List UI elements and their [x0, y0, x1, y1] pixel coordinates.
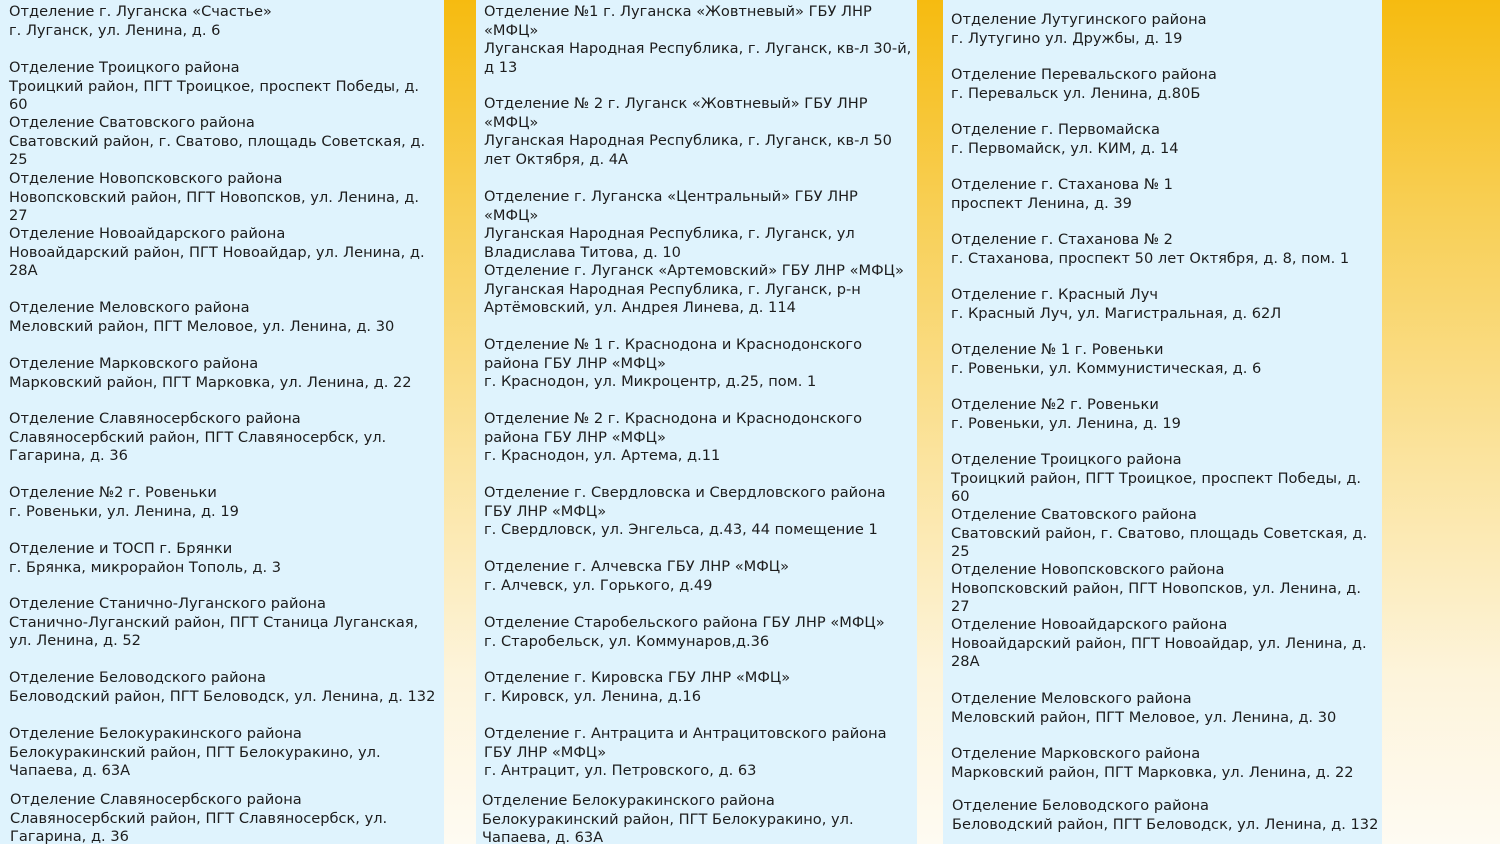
branch-entry — [484, 410, 914, 466]
branch-entry — [9, 59, 441, 115]
branch-name: Отделение Новопсковского района — [9, 170, 283, 187]
branch-address: Славяносербский район, ПГТ Славяносербск, ул. Гагарина, д. 36 — [10, 809, 388, 844]
branch-name: Отделение Троицкого района — [951, 451, 1182, 468]
branch-name: Отделение Меловского района — [9, 299, 250, 316]
branch-entry — [951, 121, 1379, 158]
branch-entry — [484, 95, 914, 169]
branch-address: Новоайдарский район, ПГТ Новоайдар, ул. Ленина, д. 28А — [9, 243, 425, 279]
branch-name: Отделение Белокуракинского района — [482, 792, 775, 809]
branch-address: г. Брянка, микрорайон Тополь, д. 3 — [9, 558, 282, 576]
branch-entry — [9, 484, 441, 521]
branch-name: Отделение Меловского района — [951, 690, 1192, 707]
branch-entry — [951, 11, 1379, 48]
branch-address: Луганская Народная Республика, г. Луганск, кв-л 50 лет Октября, д. 4А — [484, 132, 892, 168]
branch-name: Отделение №2 г. Ровеньки — [951, 396, 1159, 413]
branch-address: г. Антрацит, ул. Петровского, д. 63 — [484, 762, 757, 779]
branch-entry — [951, 616, 1379, 672]
branch-address: г. Ровеньки, ул. Коммунистическая, д. 6 — [951, 359, 1262, 377]
branch-address: г. Краснодон, ул. Артема, д.11 — [484, 447, 721, 464]
branch-address: Сватовский район, г. Сватово, площадь Советская, д. 25 — [951, 524, 1368, 560]
branch-name: Отделение Старобельского района ГБУ ЛНР «МФЦ» — [484, 614, 885, 631]
branch-entry — [951, 396, 1379, 433]
branch-address: г. Алчевск, ул. Горького, д.49 — [484, 576, 713, 594]
branch-name: Отделение г. Стаханова № 2 — [951, 231, 1173, 248]
branch-name: Отделение Беловодского района — [952, 797, 1209, 814]
branch-address: г. Старобельск, ул. Коммунаров,д.36 — [484, 632, 770, 650]
branch-entry — [951, 745, 1379, 782]
branch-list-column-3 — [943, 0, 1382, 844]
branch-entry — [484, 484, 914, 540]
branch-address: Сватовский район, г. Сватово, площадь Советская, д. 25 — [9, 132, 426, 168]
branch-entry — [951, 286, 1379, 323]
branch-entry — [9, 170, 441, 226]
branch-address: Беловодский район, ПГТ Беловодск, ул. Ленина, д. 132 — [9, 687, 436, 705]
branch-entry — [482, 792, 912, 844]
branch-address: г. Стаханова, проспект 50 лет Октября, д. 8, пом. 1 — [951, 249, 1350, 267]
branch-address: г. Перевальск ул. Ленина, д.80Б — [951, 84, 1201, 102]
branch-entry — [952, 797, 1380, 834]
branch-entry — [484, 188, 914, 262]
branch-name: Отделение Лутугинского района — [951, 11, 1207, 28]
branch-name: Отделение Новоайдарского района — [951, 616, 1228, 633]
branch-address: г. Краснодон, ул. Микроцентр, д.25, пом. 1 — [484, 373, 817, 390]
branch-address: г. Свердловск, ул. Энгельса, д.43, 44 помещение 1 — [484, 521, 878, 538]
branch-address: Славяносербский район, ПГТ Славяносербск, ул. Гагарина, д. 36 — [9, 428, 387, 464]
branch-entry — [951, 231, 1379, 268]
branch-address: Станично-Луганский район, ПГТ Станица Луганская, ул. Ленина, д. 52 — [9, 613, 419, 649]
branch-entry — [951, 66, 1379, 103]
branch-name: Отделение г. Луганска «Счастье» — [9, 3, 272, 20]
branch-address: г. Первомайск, ул. КИМ, д. 14 — [951, 139, 1179, 157]
branch-name: Отделение Сватовского района — [951, 506, 1197, 523]
branch-name: Отделение Перевальского района — [951, 66, 1217, 83]
branch-entry — [484, 336, 914, 392]
branch-name: Отделение Беловодского района — [9, 669, 266, 686]
branch-entry — [9, 540, 441, 577]
branch-name: Отделение г. Стаханова № 1 — [951, 176, 1173, 193]
branch-entry — [484, 725, 914, 781]
branch-name: Отделение № 2 г. Краснодона и Краснодонского района ГБУ ЛНР «МФЦ» — [484, 410, 863, 446]
branch-entry — [484, 614, 914, 651]
branch-address: г. Красный Луч, ул. Магистральная, д. 62Л — [951, 304, 1282, 322]
branch-address: г. Ровеньки, ул. Ленина, д. 19 — [951, 414, 1181, 432]
branch-address: Меловский район, ПГТ Меловое, ул. Ленина, д. 30 — [951, 708, 1337, 726]
branch-entry — [9, 410, 441, 466]
branch-address: Троицкий район, ПГТ Троицкое, проспект Победы, д. 60 — [951, 469, 1362, 505]
branch-entry — [9, 3, 441, 40]
branch-entry — [484, 558, 914, 595]
branch-address: Новопсковский район, ПГТ Новопсков, ул. Ленина, д. 27 — [951, 579, 1361, 615]
branch-address: г. Лутугино ул. Дружбы, д. 19 — [951, 29, 1183, 47]
branch-name: Отделение г. Алчевска ГБУ ЛНР «МФЦ» — [484, 558, 790, 575]
branch-list-column-1 — [0, 0, 444, 844]
branch-entry — [484, 669, 914, 706]
branch-entry — [9, 595, 441, 651]
branch-name: Отделение №2 г. Ровеньки — [9, 484, 217, 501]
branch-address: Троицкий район, ПГТ Троицкое, проспект Победы, д. 60 — [9, 77, 420, 113]
branch-name: Отделение Сватовского района — [9, 114, 255, 131]
branch-name: Отделение № 2 г. Луганск «Жовтневый» ГБУ ЛНР «МФЦ» — [484, 95, 868, 131]
branch-entry — [9, 725, 441, 781]
branch-address: Луганская Народная Республика, г. Луганск, р-н Артёмовский, ул. Андрея Линева, д. 114 — [484, 280, 861, 316]
branch-address: Меловский район, ПГТ Меловое, ул. Ленина, д. 30 — [9, 317, 395, 335]
branch-entry — [9, 355, 441, 392]
branch-address: Новопсковский район, ПГТ Новопсков, ул. Ленина, д. 27 — [9, 188, 419, 224]
branch-entry — [951, 561, 1379, 617]
branch-address: Луганская Народная Республика, г. Луганск, кв-л 30-й, д 13 — [484, 40, 912, 76]
branch-name: Отделение № 1 г. Ровеньки — [951, 341, 1164, 358]
branch-name: Отделение №1 г. Луганска «Жовтневый» ГБУ ЛНР «МФЦ» — [484, 3, 872, 39]
branch-name: Отделение Новопсковского района — [951, 561, 1225, 578]
branch-entry — [9, 225, 441, 281]
branch-address: Новоайдарский район, ПГТ Новоайдар, ул. Ленина, д. 28А — [951, 634, 1367, 670]
branch-name: Отделение г. Луганска «Центральный» ГБУ ЛНР «МФЦ» — [484, 188, 858, 224]
branch-name: Отделение Станично-Луганского района — [9, 595, 326, 612]
branch-entry — [951, 341, 1379, 378]
branch-address: Марковский район, ПГТ Марковка, ул. Ленина, д. 22 — [951, 763, 1354, 781]
branch-entry — [10, 791, 442, 844]
branch-address: г. Луганск, ул. Ленина, д. 6 — [9, 21, 221, 39]
branch-name: Отделение Марковского района — [951, 745, 1201, 762]
branch-name: Отделение г. Кировска ГБУ ЛНР «МФЦ» — [484, 669, 791, 686]
branch-entry — [9, 114, 441, 170]
branch-address: проспект Ленина, д. 39 — [951, 194, 1132, 212]
branch-address: Белокуракинский район, ПГТ Белокуракино, ул. Чапаева, д. 63А — [482, 810, 854, 844]
branch-address: Белокуракинский район, ПГТ Белокуракино, ул. Чапаева, д. 63А — [9, 743, 381, 779]
branch-address: Беловодский район, ПГТ Беловодск, ул. Ленина, д. 132 — [952, 815, 1379, 833]
branch-name: Отделение Славяносербского района — [10, 791, 302, 808]
branch-name: Отделение г. Луганск «Артемовский» ГБУ ЛНР «МФЦ» — [484, 262, 904, 279]
branch-name: Отделение г. Свердловска и Свердловского района ГБУ ЛНР «МФЦ» — [484, 484, 886, 520]
branch-entry — [9, 299, 441, 336]
branch-name: Отделение и ТОСП г. Брянки — [9, 540, 233, 557]
branch-name: Отделение г. Первомайска — [951, 121, 1160, 138]
branch-name: Отделение Новоайдарского района — [9, 225, 286, 242]
branch-name: Отделение Белокуракинского района — [9, 725, 302, 742]
branch-name: Отделение г. Антрацита и Антрацитовского района ГБУ ЛНР «МФЦ» — [484, 725, 887, 761]
branch-entry — [951, 506, 1379, 562]
branch-entry — [951, 690, 1379, 727]
branch-address: Луганская Народная Республика, г. Луганск, ул Владислава Титова, д. 10 — [484, 225, 855, 261]
branch-address: Марковский район, ПГТ Марковка, ул. Ленина, д. 22 — [9, 373, 412, 391]
branch-entry — [484, 262, 914, 318]
branch-entry — [484, 3, 914, 77]
branch-entry — [951, 176, 1379, 213]
branch-entry — [951, 451, 1379, 507]
branch-address: г. Кировск, ул. Ленина, д.16 — [484, 687, 701, 705]
branch-address: г. Ровеньки, ул. Ленина, д. 19 — [9, 502, 239, 520]
branch-name: Отделение Славяносербского района — [9, 410, 301, 427]
branch-list-column-2 — [476, 0, 917, 844]
branch-name: Отделение г. Красный Луч — [951, 286, 1158, 303]
branch-name: Отделение Марковского района — [9, 355, 259, 372]
branch-entry — [9, 669, 441, 706]
branch-name: Отделение № 1 г. Краснодона и Краснодонского района ГБУ ЛНР «МФЦ» — [484, 336, 863, 372]
branch-name: Отделение Троицкого района — [9, 59, 240, 76]
